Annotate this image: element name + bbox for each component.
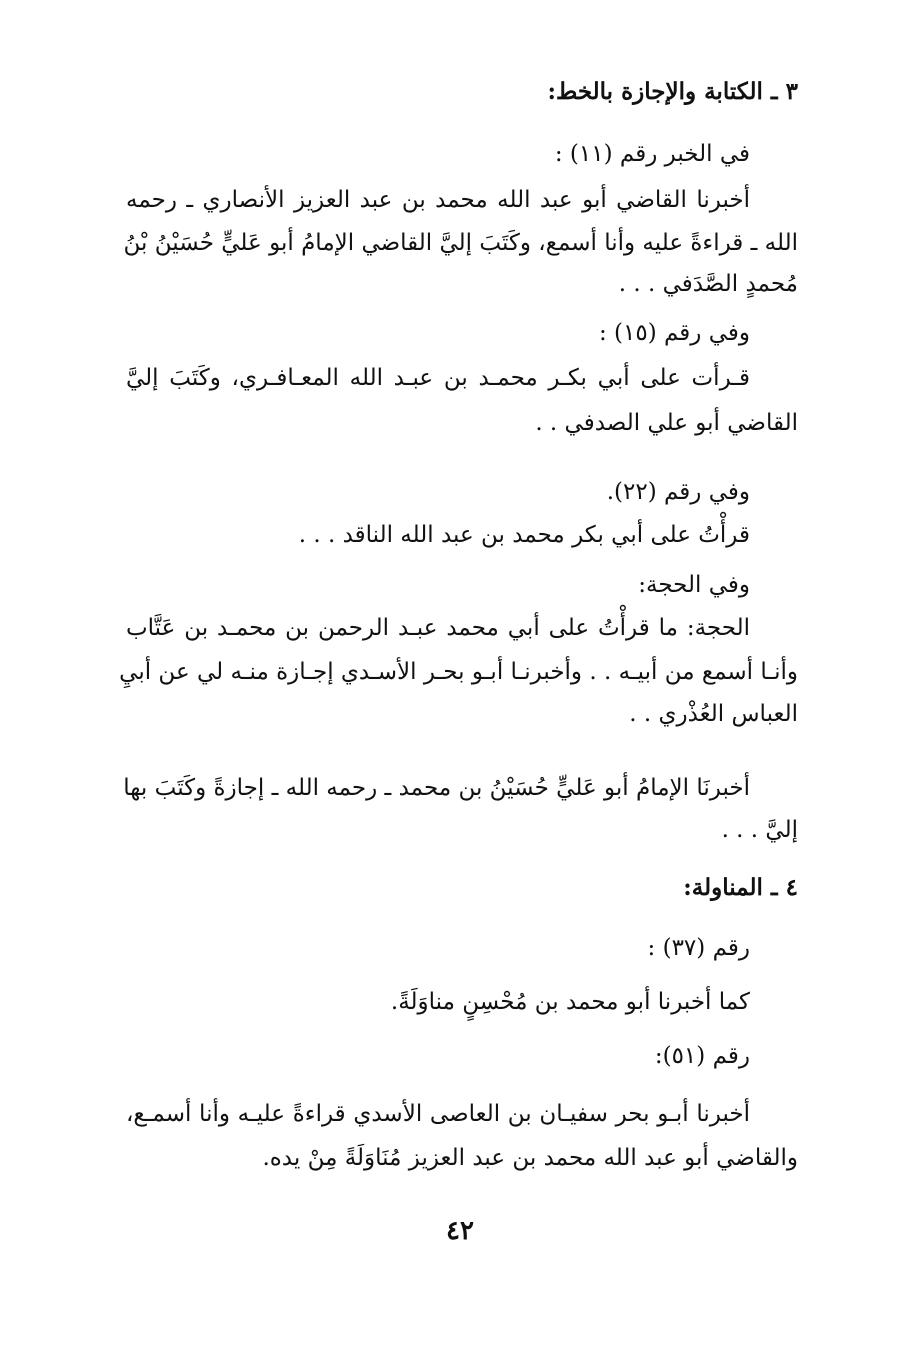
raqm-51-line-1: أخبرنا أبـو بحر سفيـان بن العاصى الأسدي قراءةً عليـه وأنا أسمـع،	[126, 1101, 750, 1127]
raqm-51-label: رقم (٥١):	[654, 1043, 750, 1069]
hujja-label: وفي الحجة:	[638, 572, 750, 598]
raqm-22-label: وفي رقم (٢٢).	[606, 479, 750, 505]
section-3-heading: ٣ ـ الكتابة والإجازة بالخط:	[547, 78, 798, 105]
ijaza-line-2: إليَّ . . .	[721, 817, 798, 843]
raqm-37-line-1: كما أخبرنا أبو محمد بن مُحْسِنٍ مناوَلَةً.	[390, 989, 750, 1015]
raqm-15-label: وفي رقم (١٥) :	[598, 320, 750, 346]
khabar-11-line-3: مُحمدٍ الصَّدَفي . . .	[618, 271, 798, 297]
ijaza-line-1: أخبرنَا الإمامُ أبو عَليٍّ حُسَيْنُ بن محمد ـ رحمه الله ـ إجازةً وكَتَبَ بها	[123, 775, 750, 801]
raqm-22-line-1: قرأْتُ على أبي بكر محمد بن عبد الله الناقد . . .	[298, 522, 750, 548]
page-number: ٤٢	[446, 1216, 474, 1246]
khabar-11-line-2: الله ـ قراءةً عليه وأنا أسمع، وكَتَبَ إليَّ القاضي الإمامُ أبو عَليٍّ حُسَيْنُ بْنُ	[123, 230, 798, 256]
section-4-heading: ٤ ـ المناولة:	[683, 874, 798, 901]
khabar-11-line-1: أخبرنا القاضي أبو عبد الله محمد بن عبد العزيز الأنصاري ـ رحمه	[126, 187, 750, 213]
raqm-37-label: رقم (٣٧) :	[647, 935, 750, 961]
hujja-line-3: العباس العُذْري . .	[629, 701, 798, 727]
raqm-15-line-1: قـرأت على أبي بكـر محمـد بن عبـد الله المعـافـري، وكَتَبَ إليَّ	[126, 365, 750, 391]
khabar-11-label: في الخبر رقم (١١) :	[554, 141, 750, 167]
raqm-51-line-2: والقاضي أبو عبد الله محمد بن عبد العزيز مُنَاوَلَةً مِنْ يده.	[262, 1145, 798, 1171]
raqm-15-line-2: القاضي أبو علي الصدفي . .	[535, 410, 798, 436]
hujja-line-1: الحجة: ما قرأْتُ على أبي محمد عبـد الرحمن بن محمـد بن عَتَّاب	[126, 615, 750, 641]
hujja-line-2: وأنـا أسمع من أبيـه . . وأخبرنـا أبـو بحـر الأسـدي إجـازة منـه لي عن أبيِ	[119, 659, 798, 685]
